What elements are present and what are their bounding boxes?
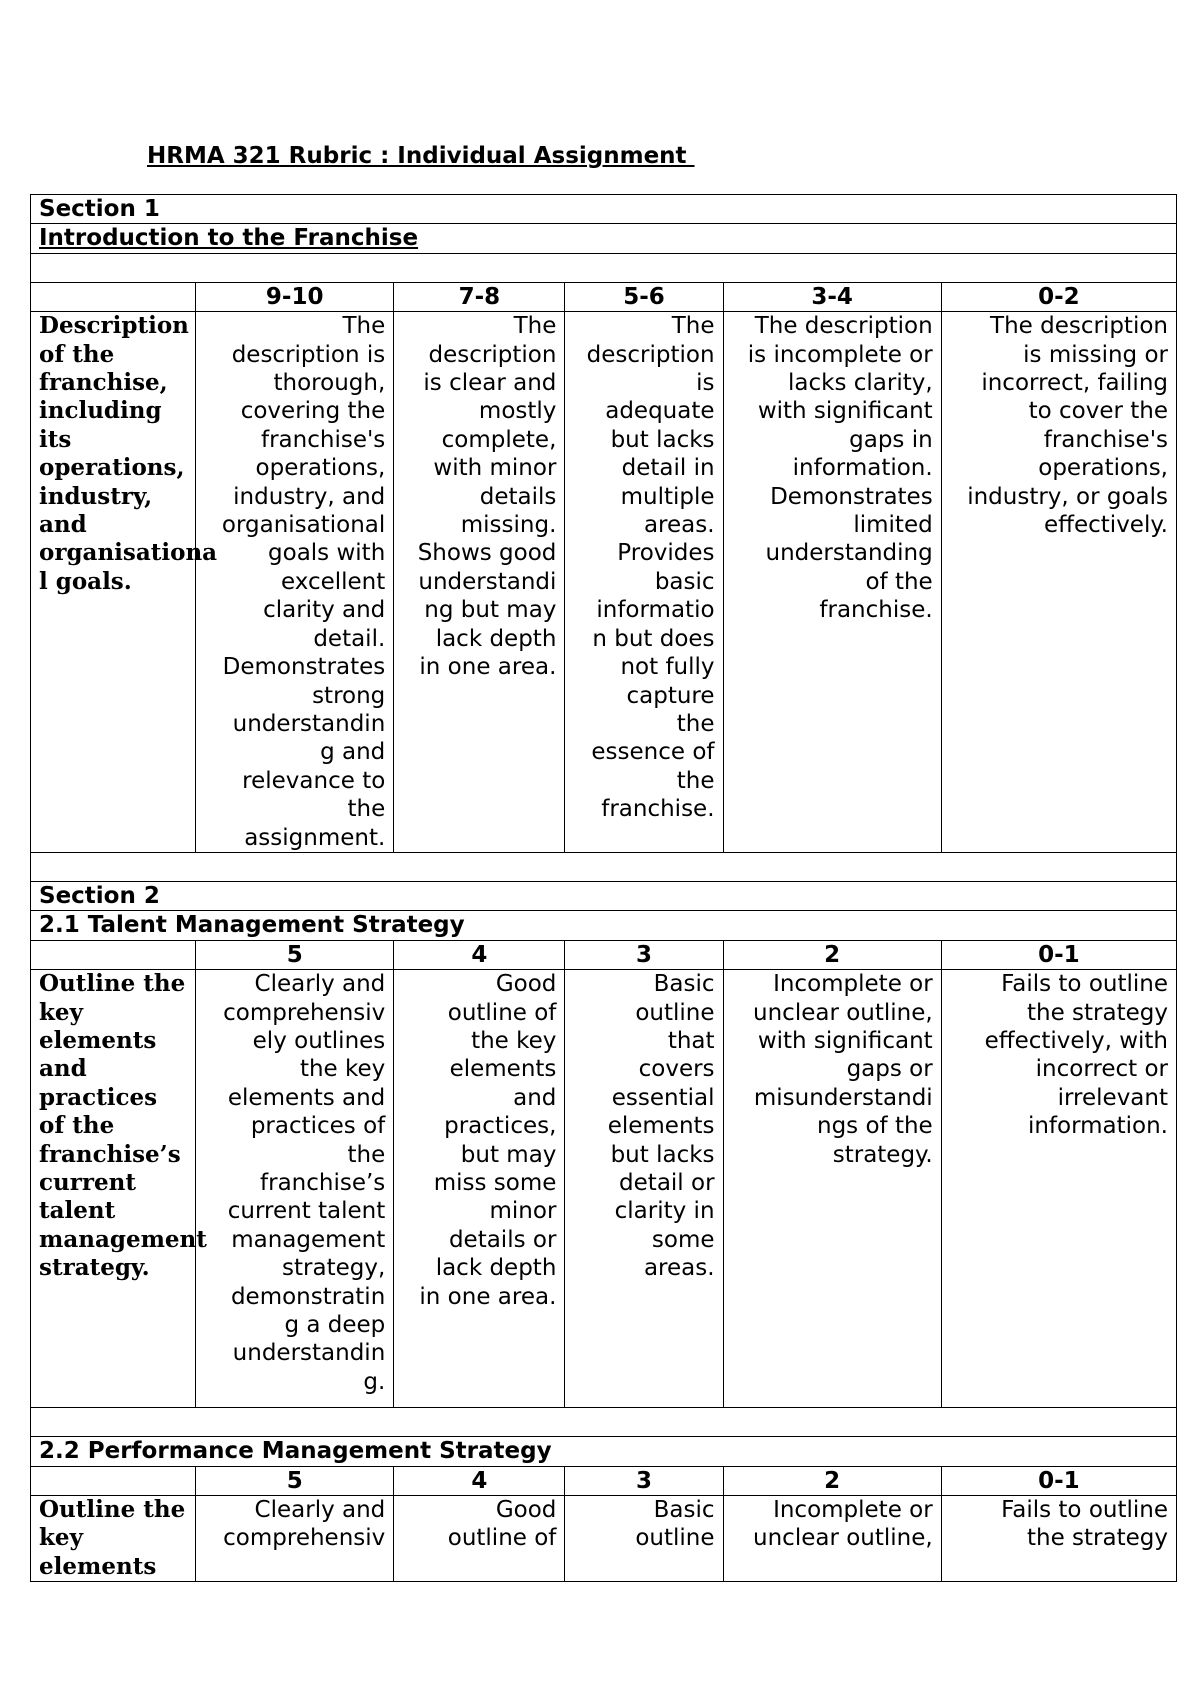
cell-line: g and xyxy=(320,739,386,766)
cell-line: Basic xyxy=(653,971,715,998)
section-2-heading-row xyxy=(31,881,1177,910)
cell-line: essence of xyxy=(591,739,715,766)
cell-line: description is xyxy=(231,341,386,368)
cell-line: industry, and xyxy=(39,482,153,539)
cell-line: limited xyxy=(853,512,933,539)
cell-line: management xyxy=(231,1226,386,1253)
cell-line: complete, xyxy=(441,426,557,453)
cell-line: current talent xyxy=(227,1198,386,1225)
cell-line: but lacks xyxy=(610,426,715,453)
cell-line: key elements xyxy=(39,1524,157,1580)
criterion-description xyxy=(31,970,207,1408)
cell-line: organisational xyxy=(221,512,386,539)
cell-line: adequate xyxy=(605,398,715,425)
cell-line: outline xyxy=(635,1525,715,1552)
cell-line: unclear outline, xyxy=(753,1525,933,1552)
cell-line: misunderstandi xyxy=(753,1084,933,1111)
spacer-cell xyxy=(31,1408,1177,1437)
cell-line: detail. xyxy=(313,625,386,652)
cell-line: Shows good xyxy=(417,540,557,567)
cell-line: practices, xyxy=(444,1113,557,1140)
section-1-heading: Section 1 xyxy=(31,195,1177,224)
cell-line: effectively, with xyxy=(984,1027,1168,1054)
cell-line: industry, or goals xyxy=(967,483,1168,510)
cell-line: elements xyxy=(449,1056,557,1083)
cell-line: incorrect or xyxy=(1035,1056,1168,1083)
cell-line: details xyxy=(479,483,557,510)
score-header: 9-10 xyxy=(196,282,394,311)
score-header: 3 xyxy=(565,1466,723,1495)
score-header: 3 xyxy=(565,940,723,969)
cell-line: Clearly and xyxy=(254,971,386,998)
cell-line: strategy. xyxy=(832,1141,933,1168)
cell-line: franchise's xyxy=(1043,426,1168,453)
subsection-2-2-heading-row xyxy=(31,1437,1177,1466)
score-header: 7-8 xyxy=(394,282,565,311)
spacer-row xyxy=(31,1408,1177,1437)
cell-line: description xyxy=(586,341,715,368)
cell-line: elements xyxy=(607,1113,715,1140)
cell-line: Fails to outline xyxy=(1001,971,1168,998)
score-header: 0-2 xyxy=(941,282,1176,311)
cell-line: covering the xyxy=(240,398,386,425)
rubric-cell xyxy=(941,312,1176,853)
rubric-cell xyxy=(723,1495,941,1581)
subsection-2-1-heading: 2.1 Talent Management Strategy xyxy=(31,911,1177,940)
cell-line: areas. xyxy=(643,1255,715,1282)
cell-line: clarity and xyxy=(263,597,386,624)
cell-line: organisationa xyxy=(39,539,218,567)
cell-line: strategy. xyxy=(39,1254,150,1282)
cell-line: operations, xyxy=(1038,455,1168,482)
cell-line: irrelevant xyxy=(1057,1084,1168,1111)
cell-line: with significant xyxy=(757,1027,933,1054)
cell-line: demonstratin xyxy=(230,1283,386,1310)
cell-line: Demonstrates xyxy=(222,654,386,681)
cell-line: franchise’s xyxy=(39,1140,181,1168)
cell-line: clarity in xyxy=(614,1198,715,1225)
cell-line: management xyxy=(39,1225,207,1253)
cell-line: unclear outline, xyxy=(753,999,933,1026)
rubric-cell xyxy=(565,1495,723,1581)
cell-line: strategy, xyxy=(282,1255,386,1282)
cell-line: Incomplete or xyxy=(773,971,933,998)
cell-line: is clear and xyxy=(423,370,557,397)
cell-line: effectively. xyxy=(1044,512,1168,539)
cell-line: comprehensiv xyxy=(223,999,386,1026)
cell-line: to cover the xyxy=(1028,398,1168,425)
cell-line: g. xyxy=(363,1368,386,1395)
cell-line: covers xyxy=(638,1056,715,1083)
cell-line: in one area. xyxy=(419,1283,557,1310)
section-2-heading: Section 2 xyxy=(31,881,1177,910)
spacer-cell xyxy=(31,253,1177,282)
rubric-table xyxy=(30,194,1177,1582)
section-1-subheading-row xyxy=(31,224,1177,253)
spacer-row xyxy=(31,852,1177,881)
cell-line: the xyxy=(347,1141,386,1168)
cell-line: franchise. xyxy=(819,597,933,624)
cell-line: with minor xyxy=(433,455,557,482)
cell-line: franchise, xyxy=(39,369,168,397)
cell-line: relevance to xyxy=(242,767,386,794)
rubric-cell xyxy=(394,312,565,853)
cell-line: gaps in xyxy=(849,426,933,453)
cell-line: franchise's xyxy=(261,426,386,453)
cell-line: The xyxy=(342,313,386,340)
cell-line: missing. xyxy=(460,512,557,539)
criterion-description xyxy=(31,312,218,853)
cell-line: Clearly and xyxy=(254,1496,386,1523)
cell-line: Outline the xyxy=(39,1495,186,1523)
cell-line: information. xyxy=(792,455,933,482)
cell-line: lack depth xyxy=(435,625,557,652)
cell-line: operations, xyxy=(39,454,185,482)
rubric-cell xyxy=(723,970,941,1408)
cell-line: Fails to outline xyxy=(1001,1496,1168,1523)
cell-line: franchise. xyxy=(601,796,715,823)
cell-line: Incomplete or xyxy=(773,1496,933,1523)
cell-line: outline of xyxy=(447,1525,557,1552)
cell-line: understandin xyxy=(232,710,386,737)
cell-line: the strategy xyxy=(1027,999,1168,1026)
cell-line: understanding xyxy=(765,540,933,567)
cell-line: and xyxy=(513,1084,557,1111)
cell-line: lack depth xyxy=(435,1255,557,1282)
cell-line: goals with xyxy=(268,540,386,567)
cell-line: excellent xyxy=(281,568,386,595)
cell-line: detail or xyxy=(619,1170,715,1196)
criterion-description xyxy=(31,1495,196,1581)
section-1-subheading: Introduction to the Franchise xyxy=(31,224,1177,253)
score-header: 5-6 xyxy=(565,282,723,311)
cell-line: the key xyxy=(471,1027,557,1054)
cell-line: industry, and xyxy=(233,483,386,510)
rubric-cell xyxy=(196,1495,394,1581)
cell-line: lacks clarity, xyxy=(788,370,933,397)
score-header: 4 xyxy=(394,1466,565,1495)
cell-line: outline of xyxy=(447,999,557,1026)
cell-line: in one area. xyxy=(419,654,557,681)
cell-line: elements and xyxy=(227,1084,386,1111)
cell-line: not fully xyxy=(620,654,715,681)
cell-line: The description xyxy=(754,313,933,340)
criterion-row xyxy=(31,312,1177,853)
rubric-cell xyxy=(196,970,394,1408)
cell-line: g a deep xyxy=(284,1312,386,1339)
cell-line: outline xyxy=(635,999,715,1026)
cell-line: ely outlines xyxy=(252,1027,386,1054)
cell-line: details or xyxy=(448,1226,557,1253)
cell-line: of the xyxy=(865,568,933,595)
cell-line: Basic xyxy=(653,1496,715,1523)
cell-line: comprehensiv xyxy=(223,1525,386,1552)
cell-line: and practices xyxy=(39,1055,158,1111)
cell-line: is incomplete or xyxy=(747,341,933,368)
cell-line: some xyxy=(651,1226,715,1253)
cell-line: essential xyxy=(611,1084,715,1111)
rubric-cell xyxy=(394,1495,565,1581)
score-header-row xyxy=(31,940,1177,969)
score-header: 5 xyxy=(196,1466,394,1495)
score-header: 3-4 xyxy=(723,282,941,311)
cell-line: l goals. xyxy=(39,567,132,595)
cell-line: mostly xyxy=(478,398,557,425)
cell-line: multiple xyxy=(620,483,715,510)
section-1-heading-row xyxy=(31,195,1177,224)
cell-line: incorrect, failing xyxy=(981,370,1168,397)
score-header: 4 xyxy=(394,940,565,969)
cell-line: ng but may xyxy=(424,597,557,624)
cell-line: information. xyxy=(1027,1113,1168,1140)
cell-line: that xyxy=(667,1027,715,1054)
cell-line: areas. xyxy=(643,512,715,539)
cell-line: of the xyxy=(39,340,115,368)
cell-line: thorough, xyxy=(273,370,386,397)
cell-line: of the xyxy=(39,1112,115,1140)
criterion-row xyxy=(31,1495,1177,1581)
cell-line: understandin xyxy=(232,1340,386,1367)
cell-line: The description xyxy=(990,313,1168,340)
rubric-cell xyxy=(196,312,394,853)
cell-line: the key xyxy=(299,1056,386,1083)
cell-line: practices of xyxy=(250,1113,386,1140)
rubric-cell xyxy=(394,970,565,1408)
cell-line: The xyxy=(513,313,557,340)
rubric-cell xyxy=(941,970,1176,1408)
subsection-2-2-heading: 2.2 Performance Management Strategy xyxy=(31,1437,1177,1466)
score-header-blank xyxy=(31,282,196,311)
criterion-row xyxy=(31,970,1177,1408)
score-header-blank xyxy=(31,1466,196,1495)
cell-line: strong xyxy=(312,682,386,709)
cell-line: ngs of the xyxy=(817,1113,933,1140)
cell-line: the xyxy=(676,710,715,737)
cell-line: is xyxy=(696,370,715,397)
cell-line: with significant xyxy=(757,398,933,425)
cell-line: the xyxy=(676,767,715,794)
cell-line: Demonstrates xyxy=(770,483,933,510)
cell-line: Provides xyxy=(617,540,715,567)
cell-line: key elements xyxy=(39,998,157,1054)
cell-line: understandi xyxy=(418,568,557,595)
cell-line: Description xyxy=(39,312,189,340)
cell-line: the xyxy=(347,796,386,823)
score-header-row xyxy=(31,1466,1177,1495)
cell-line: detail in xyxy=(621,455,715,482)
cell-line: the strategy xyxy=(1027,1525,1168,1552)
rubric-cell xyxy=(941,1495,1176,1581)
cell-line: but lacks xyxy=(610,1141,715,1168)
cell-line: Outline the xyxy=(39,970,186,998)
rubric-cell xyxy=(723,312,941,853)
score-header: 0-1 xyxy=(941,1466,1176,1495)
score-header: 2 xyxy=(723,940,941,969)
cell-line: including its xyxy=(39,397,162,453)
rubric-cell xyxy=(565,970,723,1408)
spacer-cell xyxy=(31,852,1177,881)
score-header-row xyxy=(31,282,1177,311)
cell-line: n but does xyxy=(592,625,715,652)
cell-line: gaps or xyxy=(846,1056,933,1083)
score-header: 5 xyxy=(196,940,394,969)
score-header: 0-1 xyxy=(941,940,1176,969)
cell-line: current talent xyxy=(39,1169,136,1225)
cell-line: assignment. xyxy=(244,824,386,851)
cell-line: The xyxy=(671,313,715,340)
cell-line: Good xyxy=(495,971,557,998)
cell-line: is missing or xyxy=(1023,341,1168,368)
spacer-row xyxy=(31,253,1177,282)
document-title: HRMA 321 Rubric : Individual Assignment xyxy=(147,143,695,169)
cell-line: basic xyxy=(654,568,715,595)
cell-line: informatio xyxy=(596,597,715,624)
cell-line: capture xyxy=(626,682,715,709)
cell-line: but may xyxy=(460,1141,557,1168)
score-header-blank xyxy=(31,940,196,969)
cell-line: description xyxy=(428,341,557,368)
cell-line: miss some xyxy=(433,1170,557,1196)
score-header: 2 xyxy=(723,1466,941,1495)
cell-line: operations, xyxy=(255,455,386,482)
rubric-cell xyxy=(565,312,723,853)
cell-line: Good xyxy=(495,1496,557,1523)
cell-line: franchise’s xyxy=(260,1170,386,1196)
subsection-2-1-heading-row xyxy=(31,911,1177,940)
cell-line: minor xyxy=(489,1198,557,1225)
